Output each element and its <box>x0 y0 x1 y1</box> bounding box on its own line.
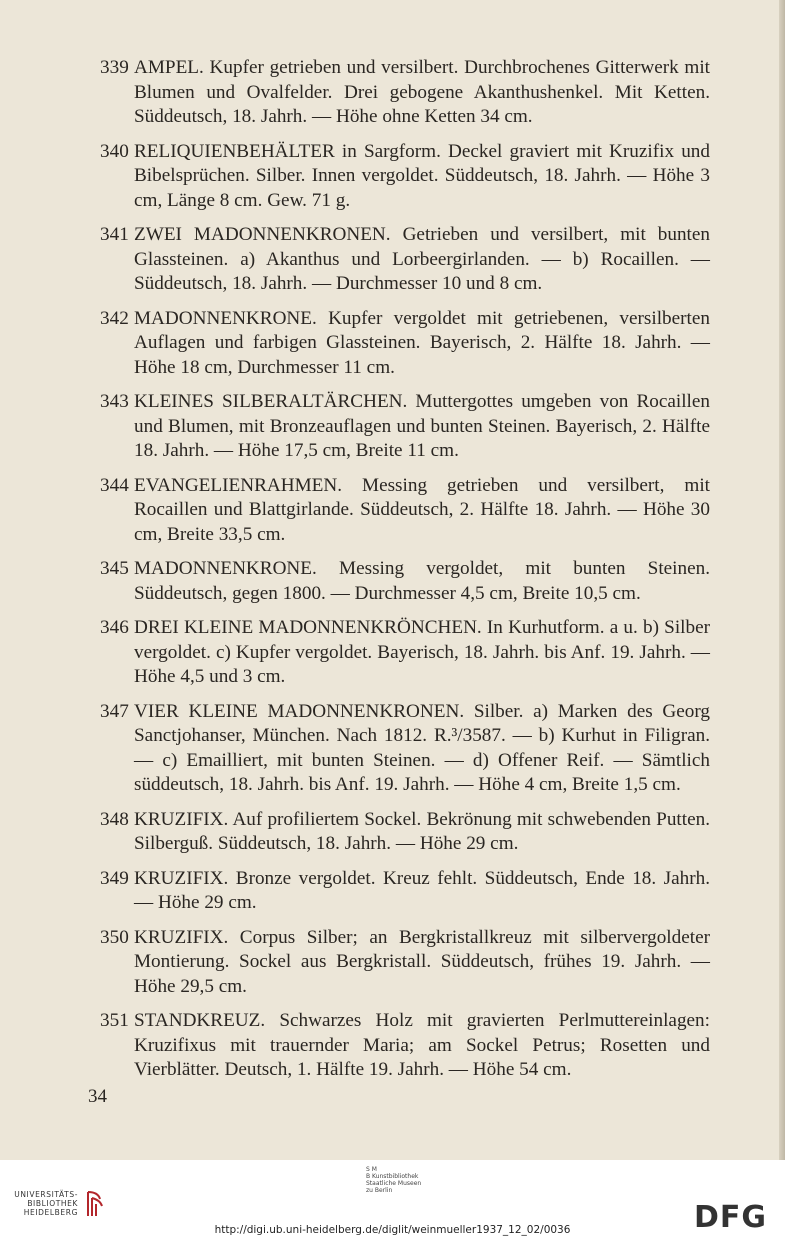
catalog-entry <box>100 140 710 214</box>
catalog-entry <box>100 474 710 548</box>
entry-number: 351 <box>100 1010 129 1031</box>
catalog-entry <box>100 56 710 130</box>
stamp-line: Staatliche Museen <box>366 1180 422 1187</box>
catalog-entry <box>100 867 710 916</box>
stamp-line: S M <box>366 1166 377 1173</box>
page-edge <box>779 0 785 1160</box>
museum-stamp <box>366 1166 421 1194</box>
entry-text: AMPEL. Kupfer getrieben und versilbert. Durchbrochenes Gitterwerk mit Blumen und Ovalfelder. Drei gebogene Akanthushenkel. Mit Ketten. Süddeutsch, 18. Jahrh. — Höhe ohne Ketten 34 cm. <box>134 57 710 127</box>
entry-number: 339 <box>100 57 129 78</box>
catalog-entry <box>100 557 710 606</box>
university-line: BIBLIOTHEK <box>27 1199 78 1208</box>
catalog-entries <box>100 56 710 1093</box>
entry-text: KRUZIFIX. Bronze vergoldet. Kreuz fehlt. Süddeutsch, Ende 18. Jahrh. — Höhe 29 cm. <box>134 867 710 913</box>
catalog-entry <box>100 700 710 798</box>
source-url-link[interactable]: http://digi.ub.uni-heidelberg.de/diglit/weinmueller1937_12_02/0036 <box>214 1224 571 1236</box>
university-logo[interactable] <box>14 1190 104 1217</box>
entry-number: 350 <box>100 926 129 948</box>
entry-text: MADONNENKRONE. Kupfer vergoldet mit getriebenen, versilberten Auflagen und farbigen Glassteinen. Bayerisch, 2. Hälfte 18. Jahrh. — Höhe 18 cm, Durchmesser 11 cm. <box>134 307 710 378</box>
entry-text: EVANGELIENRAHMEN. Messing getrieben und versilbert, mit Rocaillen und Blattgirlande. Süddeutsch, 2. Hälfte 18. Jahrh. — Höhe 30 cm, Breite 33,5 cm. <box>134 474 710 545</box>
entry-text: MADONNENKRONE. Messing vergoldet, mit bunten Steinen. Süddeutsch, gegen 1800. — Durchmesser 4,5 cm, Breite 10,5 cm. <box>134 558 710 604</box>
entry-number: 343 <box>100 391 129 412</box>
entry-number: 342 <box>100 307 129 329</box>
entry-number: 341 <box>100 224 129 245</box>
entry-text: STANDKREUZ. Schwarzes Holz mit gravierten Perlmuttereinlagen: Kruzifixus mit trauernder Maria; am Sockel Petrus; Rosetten und Vierblätter. Deutsch, 1. Hälfte 19. Jahrh. — Höhe 54 cm. <box>134 1010 710 1080</box>
entry-number: 348 <box>100 808 129 830</box>
entry-number: 340 <box>100 140 129 162</box>
entry-number: 349 <box>100 867 129 889</box>
entry-number: 345 <box>100 558 129 579</box>
entry-text: KLEINES SILBERALTÄRCHEN. Muttergottes umgeben von Rocaillen und Blumen, mit Bronzeauflagen und bunten Steinen. Bayerisch, 2. Hälfte 18. Jahrh. — Höhe 17,5 cm, Breite 11 cm. <box>134 391 710 461</box>
university-line: UNIVERSITÄTS- <box>14 1190 78 1199</box>
entry-text: ZWEI MADONNENKRONEN. Getrieben und versilbert, mit bunten Glassteinen. a) Akanthus und Lorbeergirlanden. — b) Rocaillen. — Süddeutsch, 18. Jahrh. — Durchmesser 10 und 8 cm. <box>134 224 710 294</box>
footer-bar <box>0 1160 785 1245</box>
entry-text: KRUZIFIX. Corpus Silber; an Bergkristallkreuz mit silbervergoldeter Montierung. Sockel aus Bergkristall. Süddeutsch, frühes 19. Jahrh. — Höhe 29,5 cm. <box>134 926 710 997</box>
catalog-entry <box>100 616 710 690</box>
stamp-line: B Kunstbibliothek <box>366 1173 419 1180</box>
stamp-line: zu Berlin <box>366 1187 393 1194</box>
university-line: HEIDELBERG <box>23 1208 78 1217</box>
entry-number: 344 <box>100 474 129 496</box>
catalog-entry <box>100 808 710 857</box>
catalog-entry <box>100 307 710 381</box>
catalog-entry <box>100 390 710 464</box>
page-number: 34 <box>88 1086 107 1107</box>
heidelberg-logo-icon <box>84 1190 106 1218</box>
catalog-entry <box>100 223 710 297</box>
entry-text: KRUZIFIX. Auf profiliertem Sockel. Bekrönung mit schwebenden Putten. Silberguß. Süddeutsch, 18. Jahrh. — Höhe 29 cm. <box>134 808 710 854</box>
entry-text: VIER KLEINE MADONNENKRONEN. Silber. a) Marken des Georg Sanctjohanser, München. Nach 1812. R.³/3587. — b) Kurhut in Filigran. — c) Emailliert, mit bunten Steinen. — d) Offener Reif. — Sämtlich süddeutsch, 18. Jahrh. bis Anf. 19. Jahrh. — Höhe 4 cm, Breite 1,5 cm. <box>134 700 710 795</box>
dfg-logo[interactable]: DFG <box>694 1200 768 1235</box>
catalog-entry <box>100 926 710 1000</box>
entry-text: DREI KLEINE MADONNENKRÖNCHEN. In Kurhutform. a u. b) Silber vergoldet. c) Kupfer vergoldet. Bayerisch, 18. Jahrh. bis Anf. 19. Jahrh. — Höhe 4,5 und 3 cm. <box>134 617 710 687</box>
entry-number: 346 <box>100 617 129 638</box>
entry-text: RELIQUIENBEHÄLTER in Sargform. Deckel graviert mit Kruzifix und Bibelsprüchen. Silber. Innen vergoldet. Süddeutsch, 18. Jahrh. — Höhe 3 cm, Länge 8 cm. Gew. 71 g. <box>134 140 710 211</box>
catalog-entry <box>100 1009 710 1083</box>
entry-number: 347 <box>100 700 129 722</box>
